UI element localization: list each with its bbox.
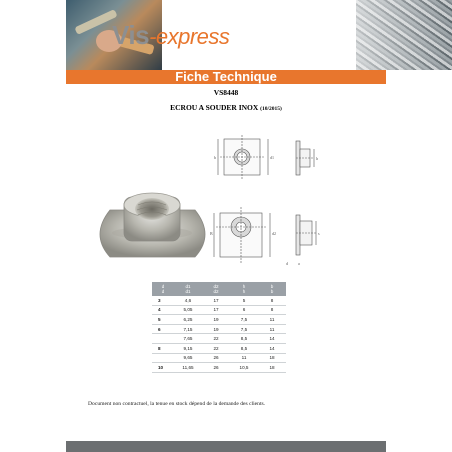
- table-row: [152, 353, 286, 363]
- table-header-row: [152, 282, 286, 296]
- top-view-drawing-2: [210, 207, 276, 263]
- header-photo-screws: [356, 0, 452, 70]
- table-cell: 11: [230, 353, 258, 363]
- col-header-d1-bottom: d1: [185, 289, 191, 294]
- table-cell: 9,15: [174, 343, 202, 353]
- table-cell: 4,6: [174, 296, 202, 305]
- col-header-h-top: h: [242, 284, 246, 289]
- col-header-d2-top: d2: [213, 284, 219, 289]
- footer-band: [66, 441, 386, 452]
- table-cell: 9,65: [174, 353, 202, 363]
- col-header-b: [258, 282, 286, 296]
- table-cell: 14: [258, 343, 286, 353]
- table-cell: 19: [202, 315, 230, 325]
- disclaimer-note: Document non contractuel, la tenue en stock dépend de la demande des clients.: [88, 401, 266, 407]
- table-cell: 7,5: [230, 315, 258, 325]
- brand-logo: [112, 20, 229, 51]
- table-cell: 5: [230, 296, 258, 305]
- table-cell: 6: [152, 324, 174, 334]
- table-cell: 18: [258, 363, 286, 373]
- table-cell: 7,5: [230, 324, 258, 334]
- table-row: [152, 363, 286, 373]
- table-cell: 5,05: [174, 305, 202, 315]
- table-cell: 4: [152, 305, 174, 315]
- table-row: [152, 315, 286, 325]
- table-row: [152, 343, 286, 353]
- col-header-d: [152, 282, 174, 296]
- table-cell: 8: [152, 343, 174, 353]
- dim-a-label: a: [298, 261, 300, 266]
- table-row: [152, 296, 286, 305]
- table-cell: 8: [258, 305, 286, 315]
- col-header-b-bottom: b: [270, 289, 274, 294]
- table-cell: 18: [258, 353, 286, 363]
- dimensions-table: [152, 282, 286, 373]
- side-view-drawing-2: [286, 215, 320, 266]
- table-body: [152, 296, 286, 372]
- table-row: [152, 324, 286, 334]
- table-cell: 17: [202, 305, 230, 315]
- table-cell: 8,5: [230, 334, 258, 344]
- table-cell: 22: [202, 343, 230, 353]
- table-cell: 6: [230, 305, 258, 315]
- table-cell: 26: [202, 353, 230, 363]
- col-header-d-bottom: d: [161, 289, 165, 294]
- table-cell: 5: [152, 315, 174, 325]
- product-date: (10/2015): [260, 106, 282, 112]
- table-cell: 22: [202, 334, 230, 344]
- dim-d-label: d: [286, 261, 288, 266]
- table-cell: 11,65: [174, 363, 202, 373]
- table-cell: 6,25: [174, 315, 202, 325]
- table-row: [152, 334, 286, 344]
- table-cell: 17: [202, 296, 230, 305]
- top-view-drawing-1: [214, 135, 274, 179]
- table-cell: 3: [152, 296, 174, 305]
- table-cell: 8,5: [230, 343, 258, 353]
- technical-drawings: [90, 125, 380, 275]
- band-title: Fiche Technique: [175, 69, 277, 84]
- col-header-d2-bottom: d2: [213, 289, 219, 294]
- col-header-d1-top: d1: [185, 284, 191, 289]
- table-cell: 10,5: [230, 363, 258, 373]
- dim-d2-label: d2: [272, 231, 276, 236]
- table-cell: 26: [202, 363, 230, 373]
- col-header-h: [230, 282, 258, 296]
- product-name: [66, 103, 386, 112]
- dim-bb-label: B: [210, 231, 213, 236]
- table-cell: [152, 334, 174, 344]
- table-cell: 11: [258, 315, 286, 325]
- table-cell: 7,15: [174, 324, 202, 334]
- weld-nut-photo: [100, 193, 205, 257]
- product-name-text: ECROU A SOUDER INOX: [170, 103, 259, 112]
- dim-b-label: b: [214, 155, 216, 160]
- col-header-h-bottom: h: [242, 289, 246, 294]
- table-cell: [152, 353, 174, 363]
- col-header-d-top: d: [161, 284, 165, 289]
- col-header-b-top: b: [270, 284, 274, 289]
- col-header-d1: [174, 282, 202, 296]
- side-view-drawing-1: [296, 141, 318, 175]
- table-cell: 10: [152, 363, 174, 373]
- photo-shade: [356, 0, 452, 70]
- dim-d1-label: d1: [270, 155, 274, 160]
- product-reference: VS8448: [213, 88, 239, 97]
- table-cell: 11: [258, 324, 286, 334]
- dim-h-label: h: [316, 156, 318, 161]
- table-row: [152, 305, 286, 315]
- table-cell: 19: [202, 324, 230, 334]
- table-cell: 7,65: [174, 334, 202, 344]
- brand-sub: -express: [149, 24, 230, 49]
- col-header-d2: [202, 282, 230, 296]
- dim-s-label: s: [318, 231, 320, 236]
- brand-name: Vis: [112, 20, 150, 50]
- table-cell: 14: [258, 334, 286, 344]
- table-cell: 8: [258, 296, 286, 305]
